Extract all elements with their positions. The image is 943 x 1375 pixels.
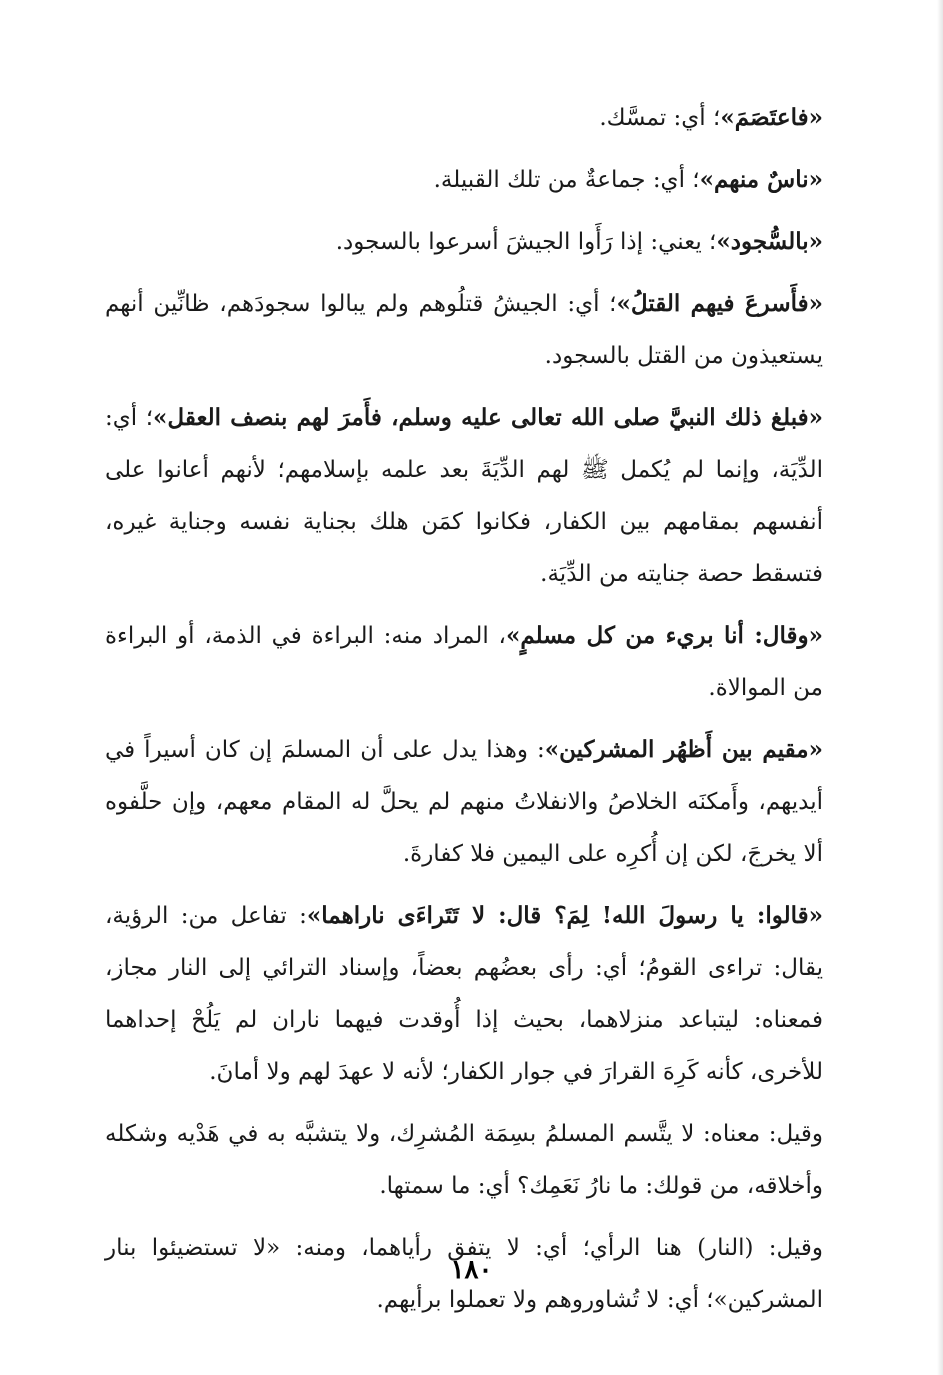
- page-number: ١٨٠: [450, 1255, 493, 1285]
- explanation: ؛ أي: جماعةٌ من تلك القبيلة.: [433, 167, 700, 193]
- explanation: ؛ أي: الدِّيَة، وإنما لم يُكمل ﷺ لهم الدِّيَةَ بعد علمه بإسلامهم؛ لأنهم أعانوا على أنفسهم بمقامهم بين الكفار، فكانوا كمَن هلك بجناية نفسه وجناية غيره، فتسقط حصة جنايته من الدِّيَة.: [105, 405, 823, 587]
- explanation: وقيل: معناه: لا يتَّسم المسلمُ بسِمَة المُشرِك، ولا يتشبَّه به في هَدْيه وشكله وأخلاقه، من قولك: ما نارُ نَعَمِك؟ أي: ما سمتها.: [105, 1121, 823, 1199]
- paragraph-1: [105, 92, 823, 144]
- paragraph-4: [105, 278, 823, 382]
- explanation: : تفاعل من: الرؤية، يقال: تراءى القومُ؛ أي: رأى بعضُهم بعضاً، وإسناد الترائي إلى النار مجاز، فمعناه: ليتباعد منزلاهما، بحيث إذا أُوقدت فيهما ناران لم يَلُحْ إحداهما للأخرى، كأنه كَرِهَ القرارَ في جوار الكفار؛ لأنه لا عهدَ لهم ولا أمانَ.: [105, 903, 823, 1085]
- paragraph-5: [105, 392, 823, 600]
- quoted-term: «مقيم بين أَظهُر المشركين»: [544, 736, 823, 763]
- quoted-term: «فبلغ ذلك النبيَّ صلى الله تعالى عليه وسلم، فأَمرَ لهم بنصف العقل»: [153, 404, 824, 431]
- explanation: ، المراد منه: البراءة في الذمة، أو البراءة من الموالاة.: [105, 623, 823, 701]
- quoted-term: «بالسُّجود»: [716, 228, 823, 255]
- quoted-term: «ناسٌ منهم»: [699, 166, 823, 193]
- paragraph-7: [105, 724, 823, 880]
- paragraph-9: [105, 1108, 823, 1212]
- explanation: : وهذا يدل على أن المسلمَ إن كان أسيراً في أيديهم، وأَمكنَه الخلاصُ والانفلاتُ منهم لم يحلَّ له المقام معهم، وإن حلَّفوه ألا يخرجَ، لكن إن أُكرِه على اليمين فلا كفارةَ.: [105, 737, 823, 867]
- paragraph-3: [105, 216, 823, 268]
- paragraph-2: [105, 154, 823, 206]
- quoted-term: «وقال: أنا بريء من كل مسلمٍ»: [505, 622, 824, 649]
- explanation: ؛ أي: تمسَّك.: [599, 105, 721, 131]
- paragraph-8: [105, 890, 823, 1098]
- explanation: وقيل: (النار) هنا الرأي؛ أي: لا يتفق رأياهما، ومنه: «لا تستضيئوا بنار المشركين»؛ أي: لا تُشاوروهم ولا تعملوا برأيهم.: [105, 1235, 823, 1313]
- quoted-term: «فاعتَصَمَ»: [720, 104, 823, 131]
- quoted-term: «فأَسرعَ فيهم القتلُ»: [616, 290, 823, 317]
- explanation: ؛ أي: الجيشُ قتلُوهم ولم يبالوا سجودَهم، ظانِّين أنهم يستعيذون من القتل بالسجود.: [105, 291, 823, 369]
- explanation: ؛ يعني: إذا رَأَوا الجيشَ أسرعوا بالسجود.: [335, 229, 717, 255]
- paragraph-6: [105, 610, 823, 714]
- quoted-term: «قالوا: يا رسولَ الله! لِمَ؟ قال: لا تَتَراءَى ناراهما»: [306, 902, 824, 929]
- page-edge-shadow: [937, 0, 943, 1375]
